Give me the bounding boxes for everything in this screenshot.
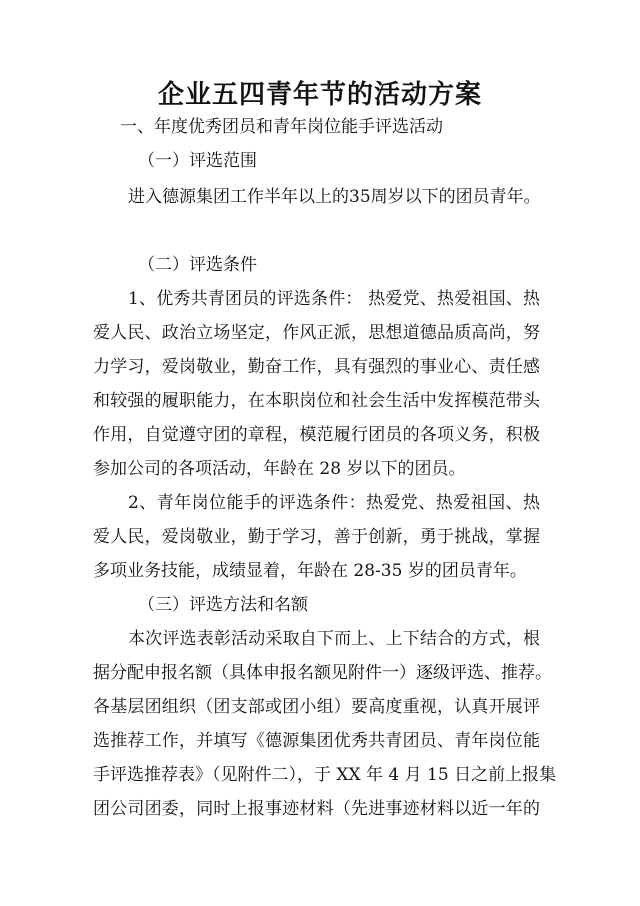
paragraph-line: 爱人民，爱岗敬业，勤于学习，善于创新，勇于挑战，掌握	[93, 527, 540, 547]
subsection-heading: （一）评选范围	[138, 151, 257, 171]
paragraph-line: 力学习，爱岗敬业，勤奋工作，具有强烈的事业心、责任感	[93, 357, 540, 377]
paragraph-line: 和较强的履职能力，在本职岗位和社会生活中发挥模范带头	[93, 391, 540, 411]
paragraph-line: 进入德源集团工作半年以上的35周岁以下的团员青年。	[128, 187, 541, 207]
paragraph-line: 本次评选表彰活动采取自下而上、上下结合的方式，根	[128, 629, 540, 649]
subsection-heading: （二）评选条件	[138, 255, 257, 275]
paragraph-line: 团公司团委，同时上报事迹材料（先进事迹材料以近一年的	[93, 799, 540, 819]
section-heading: 一、年度优秀团员和青年岗位能手评选活动	[120, 117, 443, 137]
subsection-heading: （三）评选方法和名额	[138, 595, 308, 615]
document-title: 企业五四青年节的活动方案	[157, 80, 482, 110]
paragraph-line: 爱人民、政治立场坚定，作风正派，思想道德品质高尚，努	[93, 323, 540, 343]
paragraph-line: 参加公司的各项活动，年龄在 28 岁以下的团员。	[93, 459, 466, 479]
paragraph-line: 各基层团组织（团支部或团小组）要高度重视，认真开展评	[93, 697, 540, 717]
paragraph-line: 据分配申报名额（具体申报名额见附件一）逐级评选、推荐。	[93, 663, 552, 683]
paragraph-line: 1、优秀共青团员的评选条件： 热爱党、热爱祖国、热	[128, 289, 540, 309]
paragraph-line: 多项业务技能，成绩显着，年龄在 28-35 岁的团员青年。	[93, 561, 527, 581]
paragraph-line: 2、青年岗位能手的评选条件：热爱党、热爱祖国、热	[128, 493, 540, 513]
paragraph-line: 作用，自觉遵守团的章程，模范履行团员的各项义务，积极	[93, 425, 540, 445]
paragraph-line: 手评选推荐表》（见附件二），于 XX 年 4 月 15 日之前上报集	[93, 765, 557, 785]
paragraph-line: 选推荐工作，并填写《德源集团优秀共青团员、青年岗位能	[93, 731, 540, 751]
